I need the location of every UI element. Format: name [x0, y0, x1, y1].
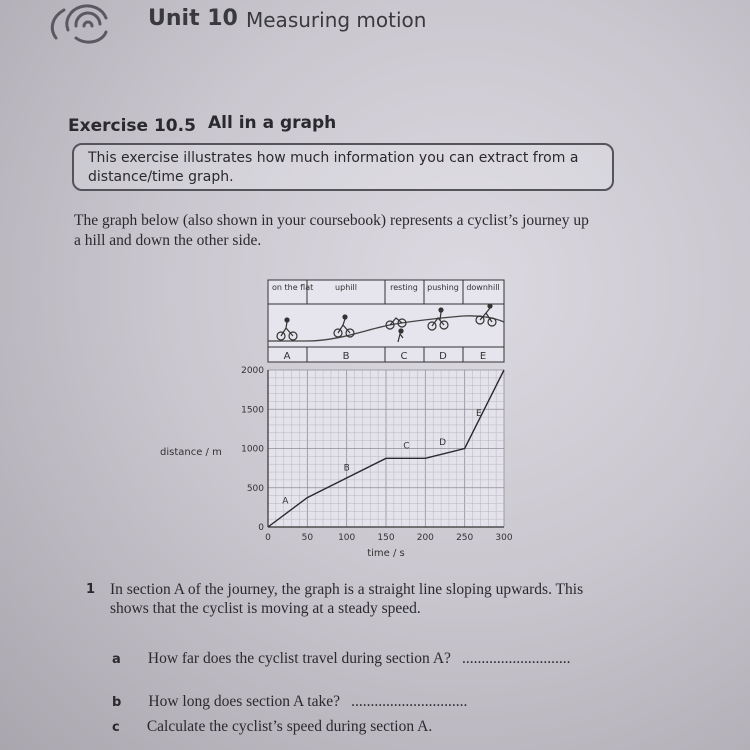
strip-label-pushing: pushing: [427, 283, 459, 292]
x-tick-label: 200: [416, 533, 434, 543]
x-tick-label: 300: [495, 533, 513, 543]
section-label: B: [343, 463, 350, 474]
y-tick-label: 0: [258, 523, 264, 533]
y-tick-label: 1500: [241, 405, 264, 416]
y-tick-label: 500: [246, 483, 264, 494]
x-tick-label: 250: [456, 533, 474, 543]
x-axis-label: time / s: [367, 548, 405, 559]
strip-letter-b: B: [342, 351, 350, 362]
unit-subtitle: Measuring motion: [246, 8, 427, 32]
y-axis-label: distance / m: [160, 447, 222, 458]
strip-label-uphill: uphill: [335, 283, 357, 292]
intro-line-2: a hill and down the other side.: [74, 232, 262, 249]
x-tick-label: 150: [377, 533, 395, 543]
info-line-1: This exercise illustrates how much information you can extract from a: [88, 150, 579, 166]
intro-line-1: The graph below (also shown in your coursebook) represents a cyclist’s journey up: [74, 212, 589, 229]
question-1-line-2: shows that the cyclist is moving at a steady speed.: [110, 600, 421, 617]
y-tick-label: 2000: [241, 366, 264, 376]
strip-letter-a: A: [283, 351, 291, 362]
part-a-answer-line[interactable]: ............................: [462, 650, 571, 667]
section-label: E: [475, 408, 482, 419]
question-number: 1: [86, 582, 96, 597]
strip-letter-c: C: [400, 351, 408, 362]
question-1b: [112, 691, 467, 711]
question-1-line-1: In section A of the journey, the graph is a straight line sloping upwards. This: [110, 581, 584, 598]
strip-label-resting: resting: [390, 283, 418, 292]
question-1c: [112, 716, 432, 736]
part-a-text: How far does the cyclist travel during section A?: [147, 650, 451, 667]
question-1: [110, 580, 630, 618]
question-1a: [112, 648, 571, 668]
section-label: D: [439, 437, 447, 448]
strip-letter-d: D: [439, 351, 447, 362]
chart-grid: [268, 370, 504, 527]
unit-title: Unit 10: [148, 6, 238, 31]
strip-letter-e: E: [479, 351, 487, 362]
info-line-2: distance/time graph.: [88, 169, 234, 185]
part-b-answer-line[interactable]: ..............................: [351, 693, 468, 710]
x-tick-label: 100: [338, 533, 356, 543]
exercise-title: All in a graph: [208, 113, 337, 133]
part-c-text: Calculate the cyclist’s speed during section A.: [146, 718, 433, 735]
strip-label-downhill: downhill: [466, 283, 500, 292]
section-label: A: [282, 496, 289, 507]
y-tick-label: 1000: [241, 444, 264, 455]
part-b-letter: b: [112, 695, 122, 710]
part-b-text: How long does section A take?: [148, 693, 340, 710]
x-tick-label: 0: [265, 533, 271, 543]
exercise-number: Exercise 10.5: [68, 116, 196, 136]
x-tick-label: 50: [301, 533, 314, 543]
part-c-letter: c: [112, 720, 120, 735]
strip-label-flat: on the flat: [272, 283, 314, 292]
part-a-letter: a: [112, 652, 121, 667]
section-label: C: [403, 441, 410, 452]
